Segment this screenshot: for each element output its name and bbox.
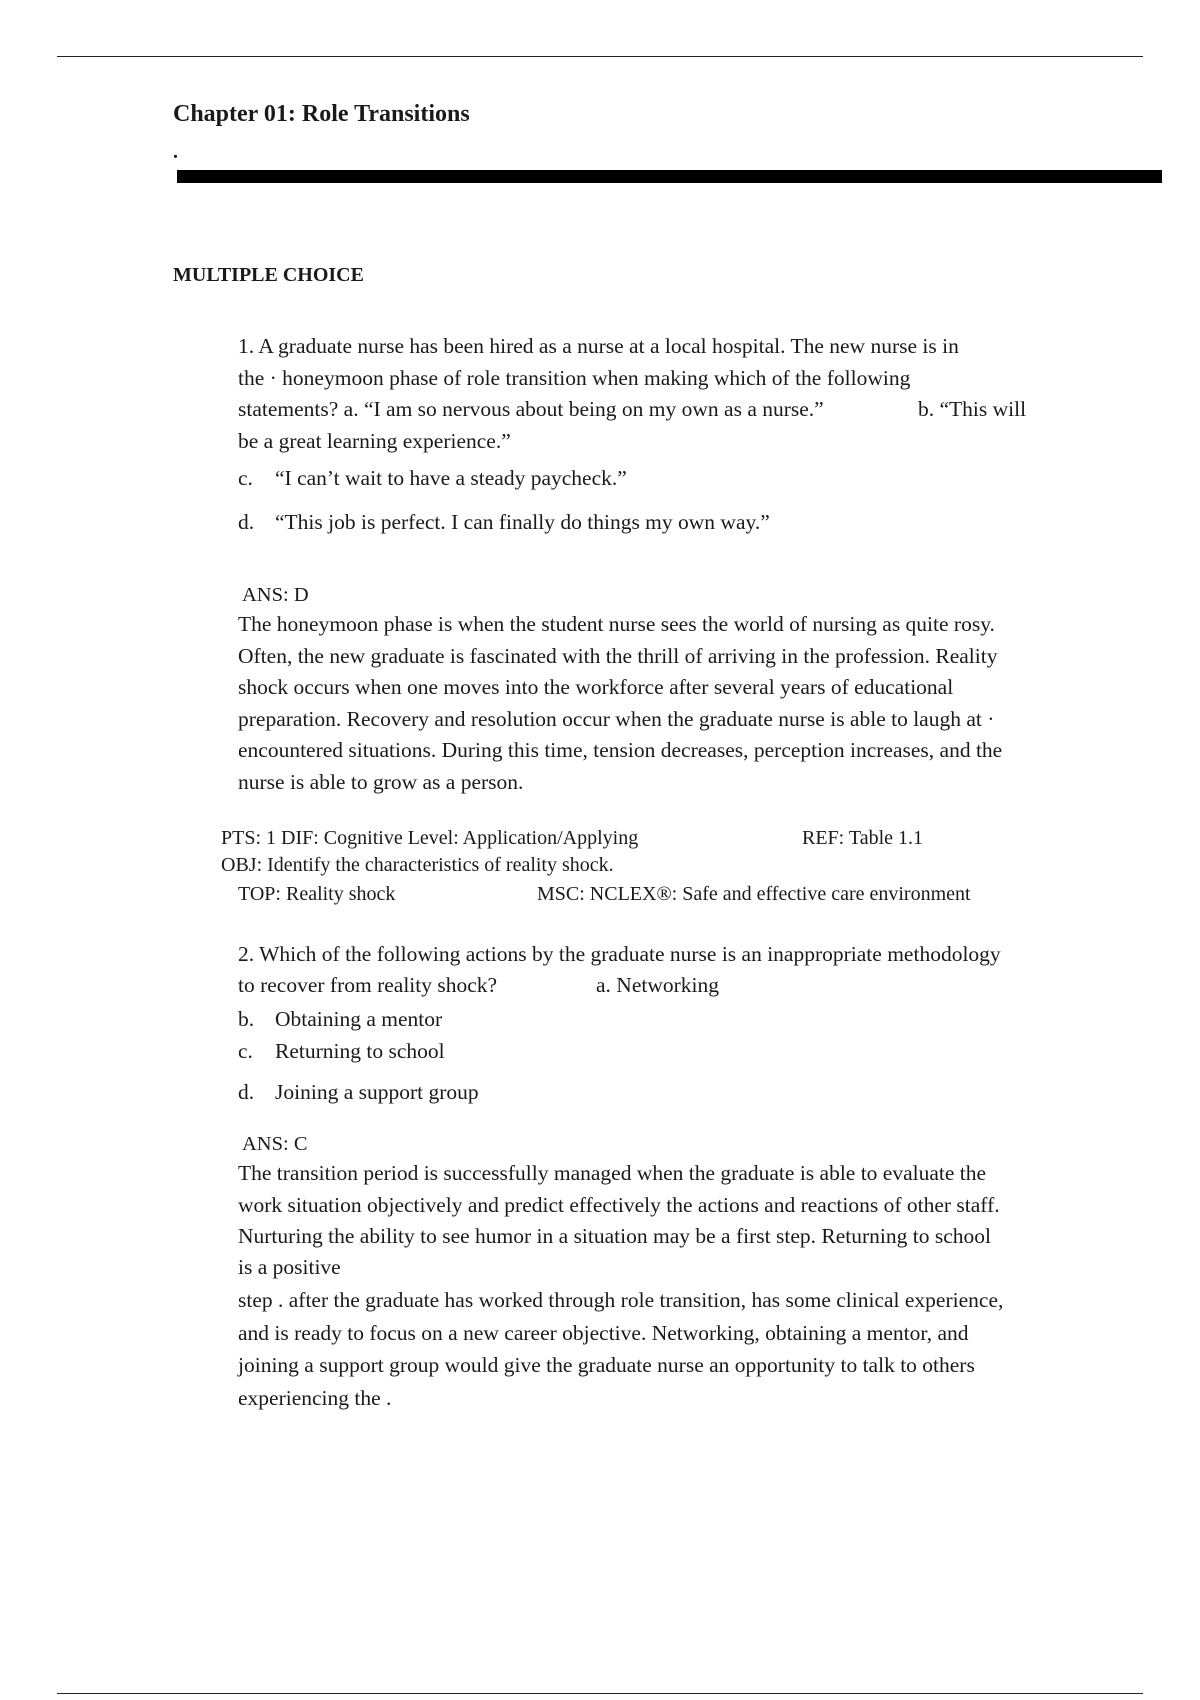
question-1-rationale-line: shock occurs when one moves into the workforce after several years of educational xyxy=(238,675,954,699)
question-2-option-b xyxy=(238,1004,442,1036)
question-1-option-d xyxy=(238,507,770,539)
question-1-rationale-line: encountered situations. During this time, tension decreases, perception increases, and the xyxy=(238,738,1003,762)
question-2-rationale-line: work situation objectively and predict effectively the actions and reactions of other staff. xyxy=(238,1193,1000,1217)
question-1-stem-line: the · honeymoon phase of role transition when making which of the following xyxy=(238,366,911,390)
question-1-rationale-line: preparation. Recovery and resolution occur when the graduate nurse is able to laugh at · xyxy=(238,707,995,731)
question-1-stem-line: statements? a. “I am so nervous about being on my own as a nurse.” xyxy=(238,397,824,421)
option-text: “This job is perfect. I can finally do things my own way.” xyxy=(275,510,770,534)
top-rule xyxy=(57,56,1143,57)
question-2-rationale-line: is a positive xyxy=(238,1255,341,1279)
chapter-title: Chapter 01: Role Transitions xyxy=(173,101,470,127)
question-1-answer: ANS: D xyxy=(242,584,309,606)
question-2-option-d xyxy=(238,1077,479,1109)
question-1-obj: OBJ: Identify the characteristics of reality shock. xyxy=(221,854,614,876)
heavy-divider-bar xyxy=(177,170,1162,183)
question-1-ref: REF: Table 1.1 xyxy=(802,827,924,849)
option-letter: c. xyxy=(238,1039,253,1063)
question-1-msc: MSC: NCLEX®: Safe and effective care environment xyxy=(537,883,971,905)
question-2-rationale-line: joining a support group would give the graduate nurse an opportunity to talk to others xyxy=(238,1353,975,1377)
question-2-stem-line: to recover from reality shock? xyxy=(238,973,498,997)
title-dot: . xyxy=(173,141,178,163)
option-text: “I can’t wait to have a steady paycheck.” xyxy=(275,466,627,490)
bottom-rule xyxy=(57,1693,1143,1694)
question-1-rationale-line: Often, the new graduate is fascinated with the thrill of arriving in the profession. Reality xyxy=(238,644,998,668)
option-letter: b. xyxy=(238,1007,255,1031)
question-2-stem-line: 2. Which of the following actions by the graduate nurse is an inappropriate methodology xyxy=(238,942,1001,966)
option-text: Joining a support group xyxy=(275,1080,479,1104)
question-1-stem-line: 1. A graduate nurse has been hired as a nurse at a local hospital. The new nurse is in xyxy=(238,334,959,358)
section-heading: MULTIPLE CHOICE xyxy=(173,264,364,286)
question-2-answer: ANS: C xyxy=(242,1133,308,1155)
question-1-rationale-line: nurse is able to grow as a person. xyxy=(238,770,524,794)
question-2-option-a: a. Networking xyxy=(596,973,719,997)
option-letter: d. xyxy=(238,1080,255,1104)
option-letter: d. xyxy=(238,510,255,534)
option-text: Returning to school xyxy=(275,1039,445,1063)
question-1-topic: TOP: Reality shock xyxy=(238,883,396,905)
question-1-stem-line: be a great learning experience.” xyxy=(238,429,511,453)
option-letter: c. xyxy=(238,466,253,490)
question-2-option-c xyxy=(238,1036,445,1068)
question-2-rationale-line: step . after the graduate has worked through role transition, has some clinical experience, xyxy=(238,1288,1004,1312)
question-1-option-c xyxy=(238,463,627,495)
question-1-rationale-line: The honeymoon phase is when the student nurse sees the world of nursing as quite rosy. xyxy=(238,612,995,636)
question-1-pts-dif: PTS: 1 DIF: Cognitive Level: Application/Applying xyxy=(221,827,639,849)
question-2-rationale-line: experiencing the . xyxy=(238,1386,392,1410)
option-text: Obtaining a mentor xyxy=(275,1007,443,1031)
question-2-rationale-line: The transition period is successfully managed when the graduate is able to evaluate the xyxy=(238,1161,987,1185)
question-2-rationale-line: Nurturing the ability to see humor in a situation may be a first step. Returning to school xyxy=(238,1224,991,1248)
question-1-option-b: b. “This will xyxy=(918,397,1027,421)
question-2-rationale-line: and is ready to focus on a new career objective. Networking, obtaining a mentor, and xyxy=(238,1321,969,1345)
